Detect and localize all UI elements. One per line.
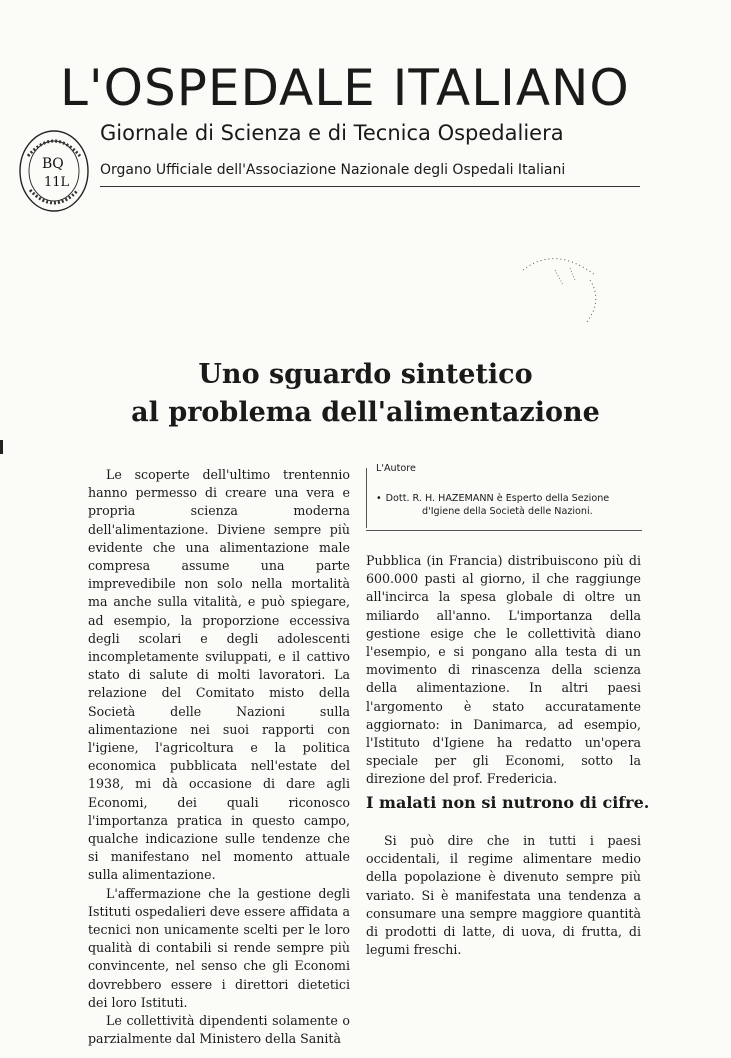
- author-box-rule-horizontal: [366, 530, 642, 531]
- author-note-line-1: • Dott. R. H. HAZEMANN è Esperto della Sezione: [376, 493, 610, 504]
- author-note-line-2: d'Igiene della Società delle Nazioni.: [422, 506, 593, 517]
- article-title: [0, 356, 731, 432]
- left-column: [88, 466, 350, 1049]
- paragraph: Le collettività dipendenti solamente o parzialmente dal Ministero della Sanità: [88, 1013, 350, 1047]
- library-stamp: [14, 126, 92, 216]
- journal-subtitle: Giornale di Scienza e di Tecnica Ospedaliera: [100, 121, 564, 145]
- svg-text:11L: 11L: [44, 175, 70, 190]
- page-edge-mark: [0, 440, 3, 454]
- bullet-icon: •: [376, 493, 382, 504]
- paragraph: Pubblica (in Francia) distribuiscono più di 600.000 pasti al giorno, il che raggiunge all'incirca la spesa globale di oltre un miliardo all'anno. L'importanza della gestione esige che le collettività diano l'esempio, e si pongano alla testa di un movimento di rinascenza della scienza della alimentazione. In altri paesi l'argomento è stato accuratamente aggiornato: in Danimarca, ad esempio, l'Istituto d'Igiene ha redatto un'opera speciale per gli Economi, sotto la direzione del prof. Fredericia.: [366, 553, 641, 787]
- masthead-rule: [100, 186, 640, 187]
- svg-text:BQ: BQ: [42, 156, 64, 172]
- paragraph: Si può dire che in tutti i paesi occidentali, il regime alimentare medio della popolazione è divenuto sempre più variato. Si è manifestata una tendenza a consumare una sempre maggiore quantità di prodotti di latte, di uova, di frutta, di legumi freschi.: [366, 833, 641, 958]
- paragraph: L'affermazione che la gestione degli Istituti ospedalieri deve essere affidata a tecnici non unicamente scelti per le loro qualità di contabili si rende sempre più convincente, nel senso che gli Economi dovrebbero essere i direttori dietetici dei loro Istituti.: [88, 885, 350, 1010]
- paragraph: Le scoperte dell'ultimo trentennio hanno permesso di creare una vera e propria scienza moderna dell'alimentazione. Diviene sempre più evidente che una alimentazione male compresa assume una parte imprevedibile non solo nella mortalità ma anche sulla vitalità, e può spiegare, ad esempio, la proporzione eccessiva degli scolari e degli adolescenti incompletamente sviluppati, e il cattivo stato di salute di molti lavoratori. La relazione del Comitato misto della Società delle Nazioni sulla alimentazione nei suoi rapporti con l'igiene, l'agricoltura e la politica economica pubblicata nell'estate del 1938, mi dà occasione di dare agli Economi, dei quali riconosco l'importanza pratica in questo campo, qualche indicazione sulle tendenze che si manifestano nel momento attuale sulla alimentazione.: [88, 467, 350, 883]
- right-column-section: [366, 832, 641, 959]
- article-title-line-1: Uno sguardo sintetico: [198, 359, 533, 390]
- article-title-line-2: al problema dell'alimentazione: [131, 397, 600, 428]
- journal-title: L'OSPEDALE ITALIANO: [60, 59, 630, 117]
- right-column: [366, 552, 641, 789]
- section-heading: I malati non si nutrono di cifre.: [366, 793, 650, 812]
- faint-stamp-mark: [515, 250, 605, 330]
- author-box-rule-vertical: [366, 468, 367, 528]
- journal-organ-line: Organo Ufficiale dell'Associazione Nazionale degli Ospedali Italiani: [100, 162, 566, 178]
- author-note-label: L'Autore: [376, 463, 416, 474]
